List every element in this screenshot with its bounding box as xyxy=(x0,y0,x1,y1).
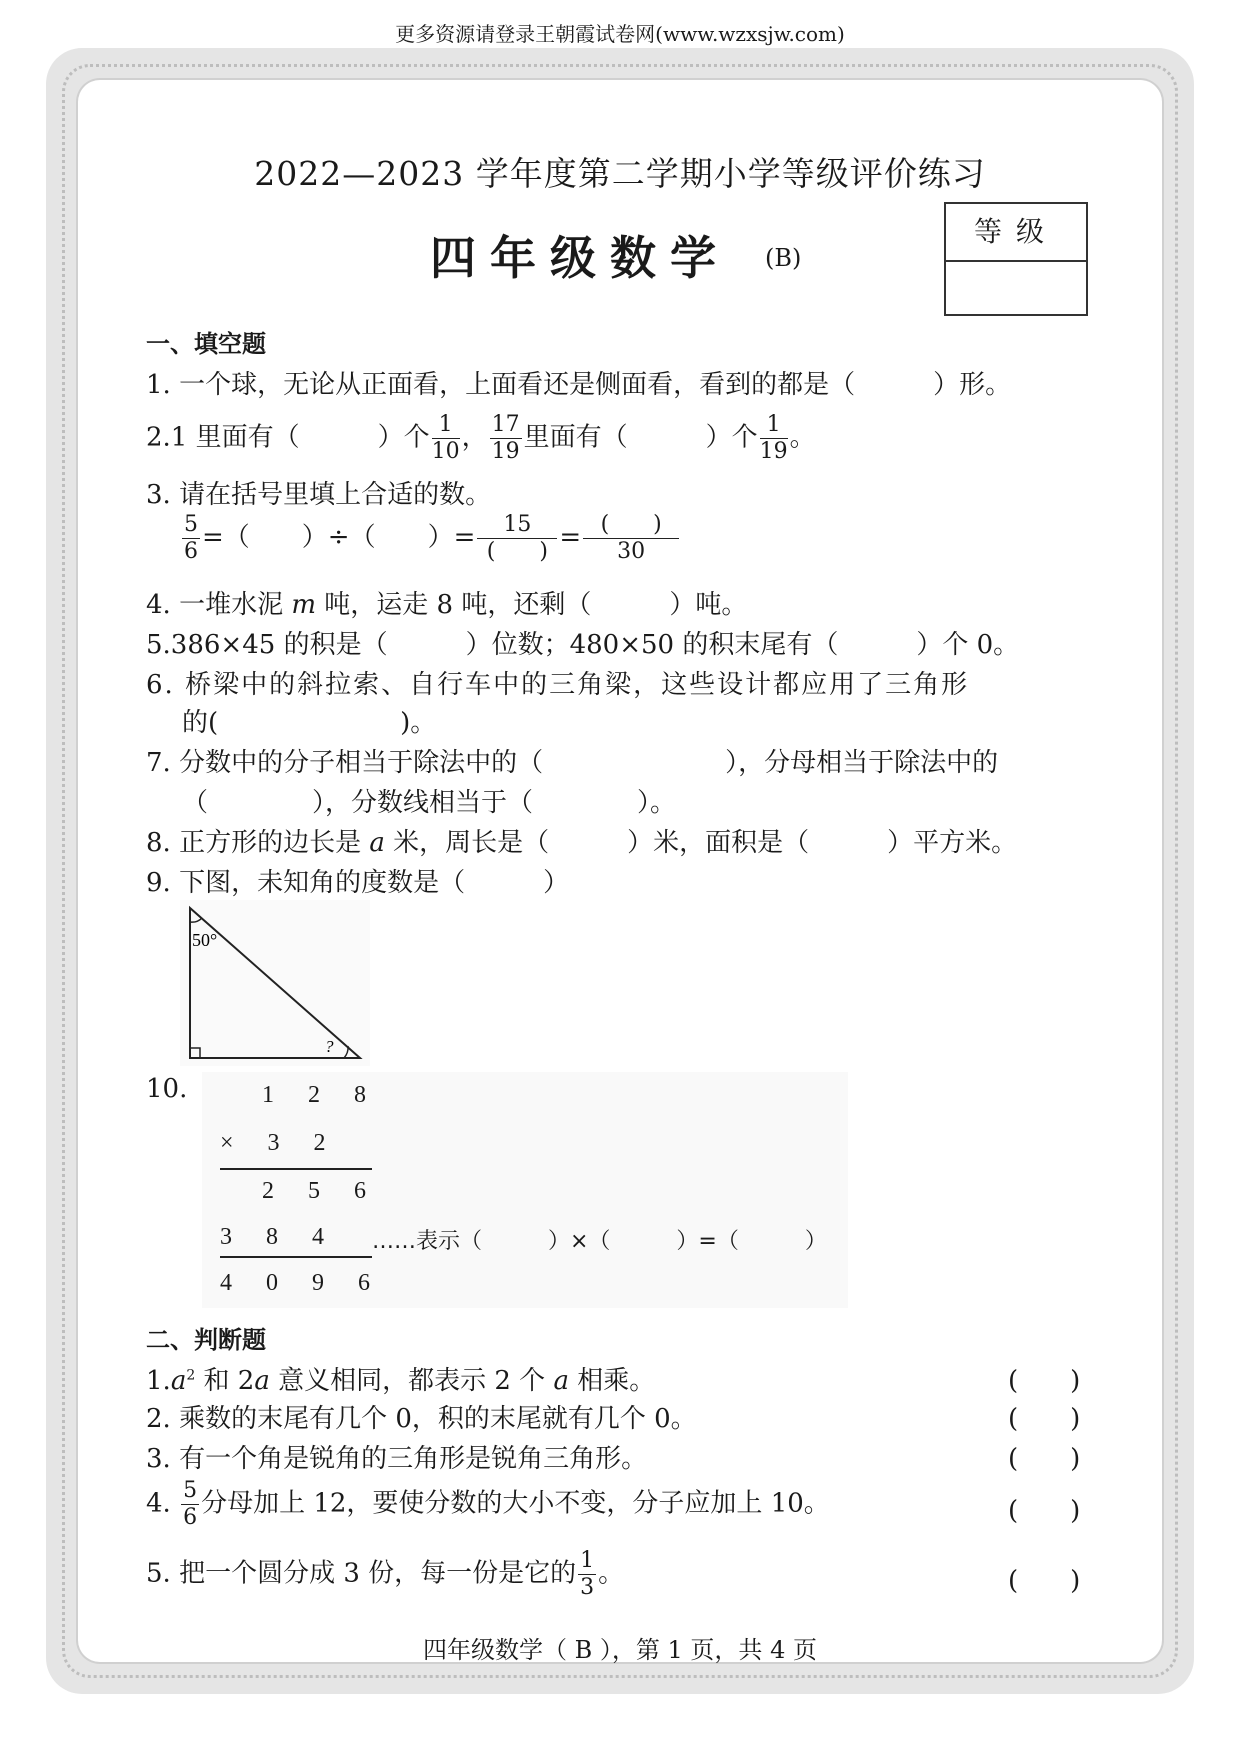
vertical-multiplication xyxy=(202,1072,848,1308)
question-8: 8. 正方形的边长是 a 米，周长是（ ）米，面积是（ ）平方米。 xyxy=(146,828,1018,858)
fraction-blank-30: $\frac{( )}{30}$ xyxy=(583,512,679,565)
question-3: 3. 请在括号里填上合适的数。 xyxy=(146,480,492,510)
question-1: 1. 一个球，无论从正面看，上面看还是侧面看，看到的都是（ ）形。 xyxy=(146,370,1012,400)
question-7-line2: （ ），分数线相当于（ ）。 xyxy=(182,788,677,818)
grade-box xyxy=(944,202,1088,316)
calc-row-4: 3 8 4 xyxy=(220,1224,338,1250)
calc-row-3: 2 5 6 xyxy=(262,1178,380,1204)
section1-heading: 一、填空题 xyxy=(146,330,266,358)
question-3-equation: $\frac{5}{6}$ =（ ）÷（ ）= $\frac{15}{( )}$ = $\frac{( )}{30}$ xyxy=(180,512,681,565)
grade-box-field[interactable] xyxy=(946,262,1086,316)
question-5: 5.386×45 的积是（ ）位数；480×50 的积末尾有（ ）个 0。 xyxy=(146,630,1020,660)
calc-row-1: 1 2 8 xyxy=(262,1082,380,1108)
judge-answer-2[interactable]: ( ) xyxy=(1008,1404,1081,1434)
fraction-5-6-b: $\frac{5}{6}$ xyxy=(183,1478,198,1530)
page-footer: 四年级数学（ B ），第 1 页，共 4 页 xyxy=(423,1636,817,1664)
unknown-angle-label: ? xyxy=(325,1037,334,1056)
question-6-line2: 的( )。 xyxy=(182,708,437,738)
judge-item-4: 4. $\frac{5}{6}$ 分母加上 12，要使分数的大小不变，分子应加上 10。 xyxy=(146,1478,830,1530)
judge-item-5: 5. 把一个圆分成 3 份，每一份是它的 $\frac{1}{3}$ 。 xyxy=(146,1548,625,1600)
fraction-1-10: $\frac{1}{10}$ xyxy=(431,412,460,464)
question-2: 2.1 里面有（ ）个 $\frac{1}{10}$ ， $\frac{17}{19}$ 里面有（ ）个 $\frac{1}{19}$ 。 xyxy=(146,412,816,464)
grade-box-label: 等级 xyxy=(946,204,1086,262)
judge-answer-1[interactable]: ( ) xyxy=(1008,1366,1081,1396)
judge-answer-3[interactable]: ( ) xyxy=(1008,1444,1081,1474)
question-10-label: 10. xyxy=(146,1074,188,1104)
question-7-line1: 7. 分数中的分子相当于除法中的（ ），分母相当于除法中的 xyxy=(146,748,999,778)
calc-row-2: × 3 2 xyxy=(220,1130,340,1156)
triangle-figure xyxy=(180,900,370,1066)
fraction-15-blank: $\frac{15}{( )}$ xyxy=(477,512,557,565)
exam-version: (B) xyxy=(765,244,802,272)
q2-text-b: 里面有（ ）个 xyxy=(523,422,758,453)
q2-text-a: 2.1 里面有（ ）个 xyxy=(146,422,430,453)
section2-heading: 二、判断题 xyxy=(146,1326,266,1354)
judge-item-3: 3. 有一个角是锐角的三角形是锐角三角形。 xyxy=(146,1444,648,1474)
angle-50-label: 50° xyxy=(192,930,218,950)
calc-rule-1 xyxy=(220,1168,372,1170)
top-note: 更多资源请登录王朝霞试卷网(www.wzxsjw.com) xyxy=(395,22,845,46)
calc-row-5: 4 0 9 6 xyxy=(220,1270,384,1296)
fraction-1-19: $\frac{1}{19}$ xyxy=(759,412,788,464)
judge-item-1: $1.a^2$ 和 2a 意义相同，都表示 2 个 a 相乘。 xyxy=(146,1366,656,1396)
fraction-5-6: $\frac{5}{6}$ xyxy=(184,512,198,564)
judge-item-2: 2. 乘数的末尾有几个 0，积的末尾就有几个 0。 xyxy=(146,1404,697,1434)
judge-answer-4[interactable]: ( ) xyxy=(1008,1496,1081,1526)
calc-note: ……表示（ ）×（ ）=（ ） xyxy=(372,1229,827,1254)
fraction-17-19: $\frac{17}{19}$ xyxy=(491,412,520,464)
calc-rule-2 xyxy=(220,1256,372,1258)
question-9: 9. 下图，未知角的度数是（ ） xyxy=(146,868,570,898)
exam-title: 2022—2023 学年度第二学期小学等级评价练习 xyxy=(254,154,986,193)
fraction-1-3: $\frac{1}{3}$ xyxy=(580,1548,595,1600)
question-4: 4. 一堆水泥 m 吨，运走 8 吨，还剩（ ）吨。 xyxy=(146,590,748,620)
question-6-line1: 6. 桥梁中的斜拉索、自行车中的三角梁，这些设计都应用了三角形 xyxy=(146,670,970,700)
judge-answer-5[interactable]: ( ) xyxy=(1008,1566,1081,1596)
exam-subject: 四年级数学 xyxy=(430,231,730,285)
